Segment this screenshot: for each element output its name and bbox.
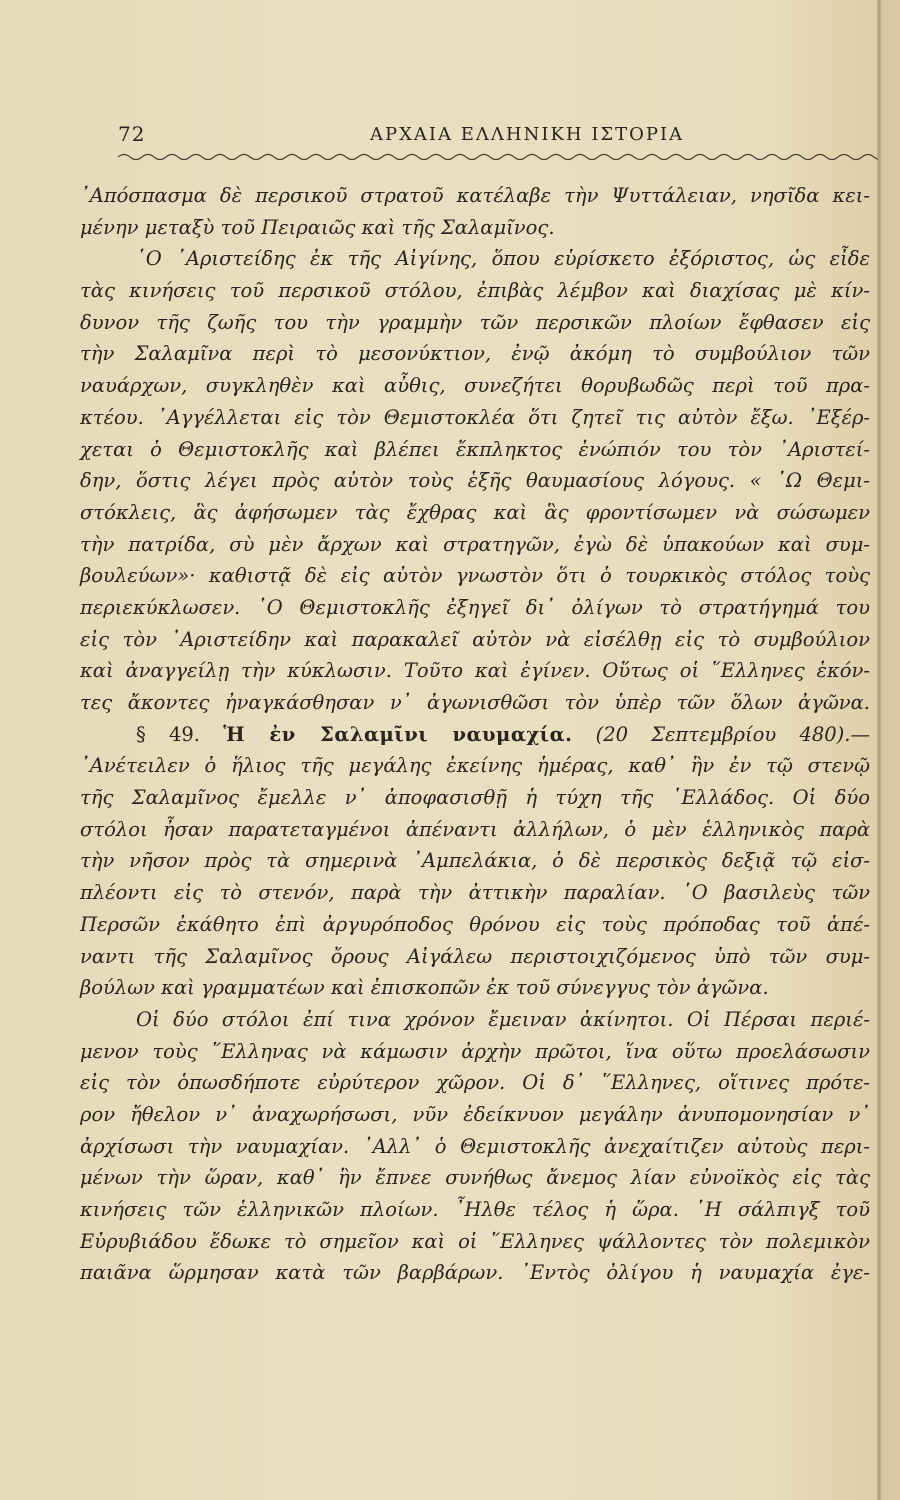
text-line: στόκλεις, ἃς ἀφήσωμεν τὰς ἔχθρας καὶ ἃς φροντίσωμεν νὰ σώσωμεν — [80, 500, 870, 524]
text-line: δην, ὅστις λέγει πρὸς αὐτὸν τοὺς ἑξῆς θαυμασίους λόγους. « ᾿Ω Θεμι- — [80, 469, 870, 493]
text-line: βουλεύων»· καθιστᾷ δὲ εἰς αὐτὸν γνωστὸν ὅτι ὁ τουρκικὸς στόλος τοὺς — [80, 564, 870, 588]
text-line: ᾿Ανέτειλεν ὁ ἥλιος τῆς μεγάλης ἐκείνης ἡμέρας, καθ᾿ ἣν ἐν τῷ στενῷ — [80, 754, 870, 778]
section-heading-line — [80, 719, 870, 751]
text-line: Περσῶν ἐκάθητο ἐπὶ ἀργυρόποδος θρόνου εἰς τοὺς πρόποδας τοῦ ἀπέ- — [80, 912, 870, 936]
text-line: ναυάρχων, συγκληθὲν καὶ αὖθις, συνεζήτει θορυβωδῶς περὶ τοῦ πρα- — [80, 374, 870, 398]
text-line: τὴν Σαλαμῖνα περὶ τὸ μεσονύκτιον, ἐνῷ ἀκόμη τὸ συμβούλιον τῶν — [80, 342, 870, 366]
text-line: παιᾶνα ὥρμησαν κατὰ τῶν βαρβάρων. ᾿Εντὸς ὀλίγου ἡ ναυμαχία ἐγε- — [80, 1261, 870, 1285]
text-line: εἰς τὸν ᾿Αριστείδην καὶ παρακαλεῖ αὐτὸν νὰ εἰσέλθῃ εἰς τὸ συμβούλιον — [80, 627, 870, 651]
text-line: ρον ἤθελον ν᾿ ἀναχωρήσωσι, νῦν ἐδείκνυον μεγάλην ἀνυπομονησίαν ν᾿ — [80, 1102, 870, 1126]
page-number: 72 — [118, 122, 146, 146]
text-line: δυνον τῆς ζωῆς του τὴν γραμμὴν τῶν περσικῶν πλοίων ἔφθασεν εἰς — [80, 310, 870, 334]
fold-shadow — [876, 0, 882, 1500]
body-text — [80, 180, 870, 1289]
text-line: εἰς τὸν ὁπωσδήποτε εὐρύτερον χῶρον. Οἱ δ᾿ ῞Ελληνες, οἵτινες πρότε- — [80, 1071, 870, 1095]
text-line: Εὐρυβιάδου ἔδωκε τὸ σημεῖον καὶ οἱ ῞Ελληνες ψάλλοντες τὸν πολεμικὸν — [80, 1229, 870, 1253]
text-line: μένων τὴν ὥραν, καθ᾿ ἣν ἔπνεε συνήθως ἄνεμος λίαν εὐνοϊκὸς εἰς τὰς — [80, 1166, 870, 1190]
text-line: ῾Ο ᾿Αριστείδης ἐκ τῆς Αἰγίνης, ὅπου εὑρίσκετο ἐξόριστος, ὡς εἶδε — [136, 247, 870, 271]
text-line: καὶ ἀναγγείλῃ τὴν κύκλωσιν. Τοῦτο καὶ ἐγίνεν. Οὕτως οἱ ῞Ελληνες ἑκόν- — [80, 659, 870, 683]
text-line: βούλων καὶ γραμματέων καὶ ἐπισκοπῶν ἐκ τοῦ σύνεγγυς τὸν ἀγῶνα. — [80, 976, 769, 1000]
text-line: τὴν πατρίδα, σὺ μὲν ἄρχων καὶ στρατηγῶν, ἐγὼ δὲ ὑπακούων καὶ συμ- — [80, 532, 870, 556]
text-line: μένην μεταξὺ τοῦ Πειραιῶς καὶ τῆς Σαλαμῖνος. — [80, 215, 555, 239]
text-line: μενον τοὺς ῞Ελληνας νὰ κάμωσιν ἀρχὴν πρῶτοι, ἵνα οὕτω προελάσωσιν — [80, 1039, 870, 1063]
text-line: τὴν νῆσον πρὸς τὰ σημερινὰ ᾿Αμπελάκια, ὁ δὲ περσικὸς δεξιᾷ τῷ εἰσ- — [80, 849, 870, 873]
section-heading: Ἡ ἐν Σαλαμῖνι ναυμαχία. — [223, 722, 573, 746]
text-line: κινήσεις τῶν ἑλληνικῶν πλοίων. ῏Ηλθε τέλος ἡ ὥρα. ῾Η σάλπιγξ τοῦ — [80, 1198, 870, 1221]
text-line: περιεκύκλωσεν. ῾Ο Θεμιστοκλῆς ἐξηγεῖ δι᾿ ὀλίγων τὸ στρατήγημά του — [80, 595, 870, 619]
text-line: ᾿Απόσπασμα δὲ περσικοῦ στρατοῦ κατέλαβε τὴν Ψυττάλειαν, νησῖδα κει- — [80, 184, 870, 207]
text-line: πλέοντι εἰς τὸ στενόν, παρὰ τὴν ἀττικὴν παραλίαν. ῾Ο βασιλεὺς τῶν — [80, 881, 870, 905]
text-line: τες ἄκοντες ἠναγκάσθησαν ν᾿ ἀγωνισθῶσι τὸν ὑπὲρ τῶν ὅλων ἀγῶνα. — [80, 691, 870, 714]
running-title: ΑΡΧΑΙΑ ΕΛΛΗΝΙΚΗ ΙΣΤΟΡΙΑ — [370, 124, 685, 145]
page-edge — [882, 0, 900, 1500]
text-line: Οἱ δύο στόλοι ἐπί τινα χρόνον ἔμειναν ἀκίνητοι. Οἱ Πέρσαι περιέ- — [136, 1007, 870, 1031]
text-line: τὰς κινήσεις τοῦ περσικοῦ στόλου, ἐπιβὰς λέμβον καὶ διαχίσας μὲ κίν- — [80, 279, 870, 303]
section-number: § 49. — [136, 722, 200, 746]
text-line: ἀρχίσωσι τὴν ναυμαχίαν. ᾿Αλλ᾿ ὁ Θεμιστοκλῆς ἀνεχαίτιζεν αὐτοὺς περι- — [80, 1134, 870, 1158]
text-line: τῆς Σαλαμῖνος ἔμελλε ν᾿ ἀποφασισθῇ ἡ τύχη τῆς ῾Ελλάδος. Οἱ δύο — [80, 786, 870, 810]
decorative-wavy-rule — [118, 150, 878, 164]
text-line: χεται ὁ Θεμιστοκλῆς καὶ βλέπει ἔκπληκτος ἐνώπιόν του τὸν ᾿Αριστεί- — [80, 437, 870, 461]
section-date: (20 Σεπτεμβρίου 480).— — [595, 722, 870, 746]
text-line: κτέου. ᾿Αγγέλλεται εἰς τὸν Θεμιστοκλέα ὅτι ζητεῖ τις αὐτὸν ἔξω. ᾿Εξέρ- — [80, 405, 870, 429]
page-header — [118, 122, 878, 152]
text-line: ναντι τῆς Σαλαμῖνος ὄρους Αἰγάλεω περιστοιχιζόμενος ὑπὸ τῶν συμ- — [80, 944, 870, 968]
text-line: στόλοι ἦσαν παρατεταγμένοι ἀπέναντι ἀλλήλων, ὁ μὲν ἑλληνικὸς παρὰ — [80, 817, 870, 841]
